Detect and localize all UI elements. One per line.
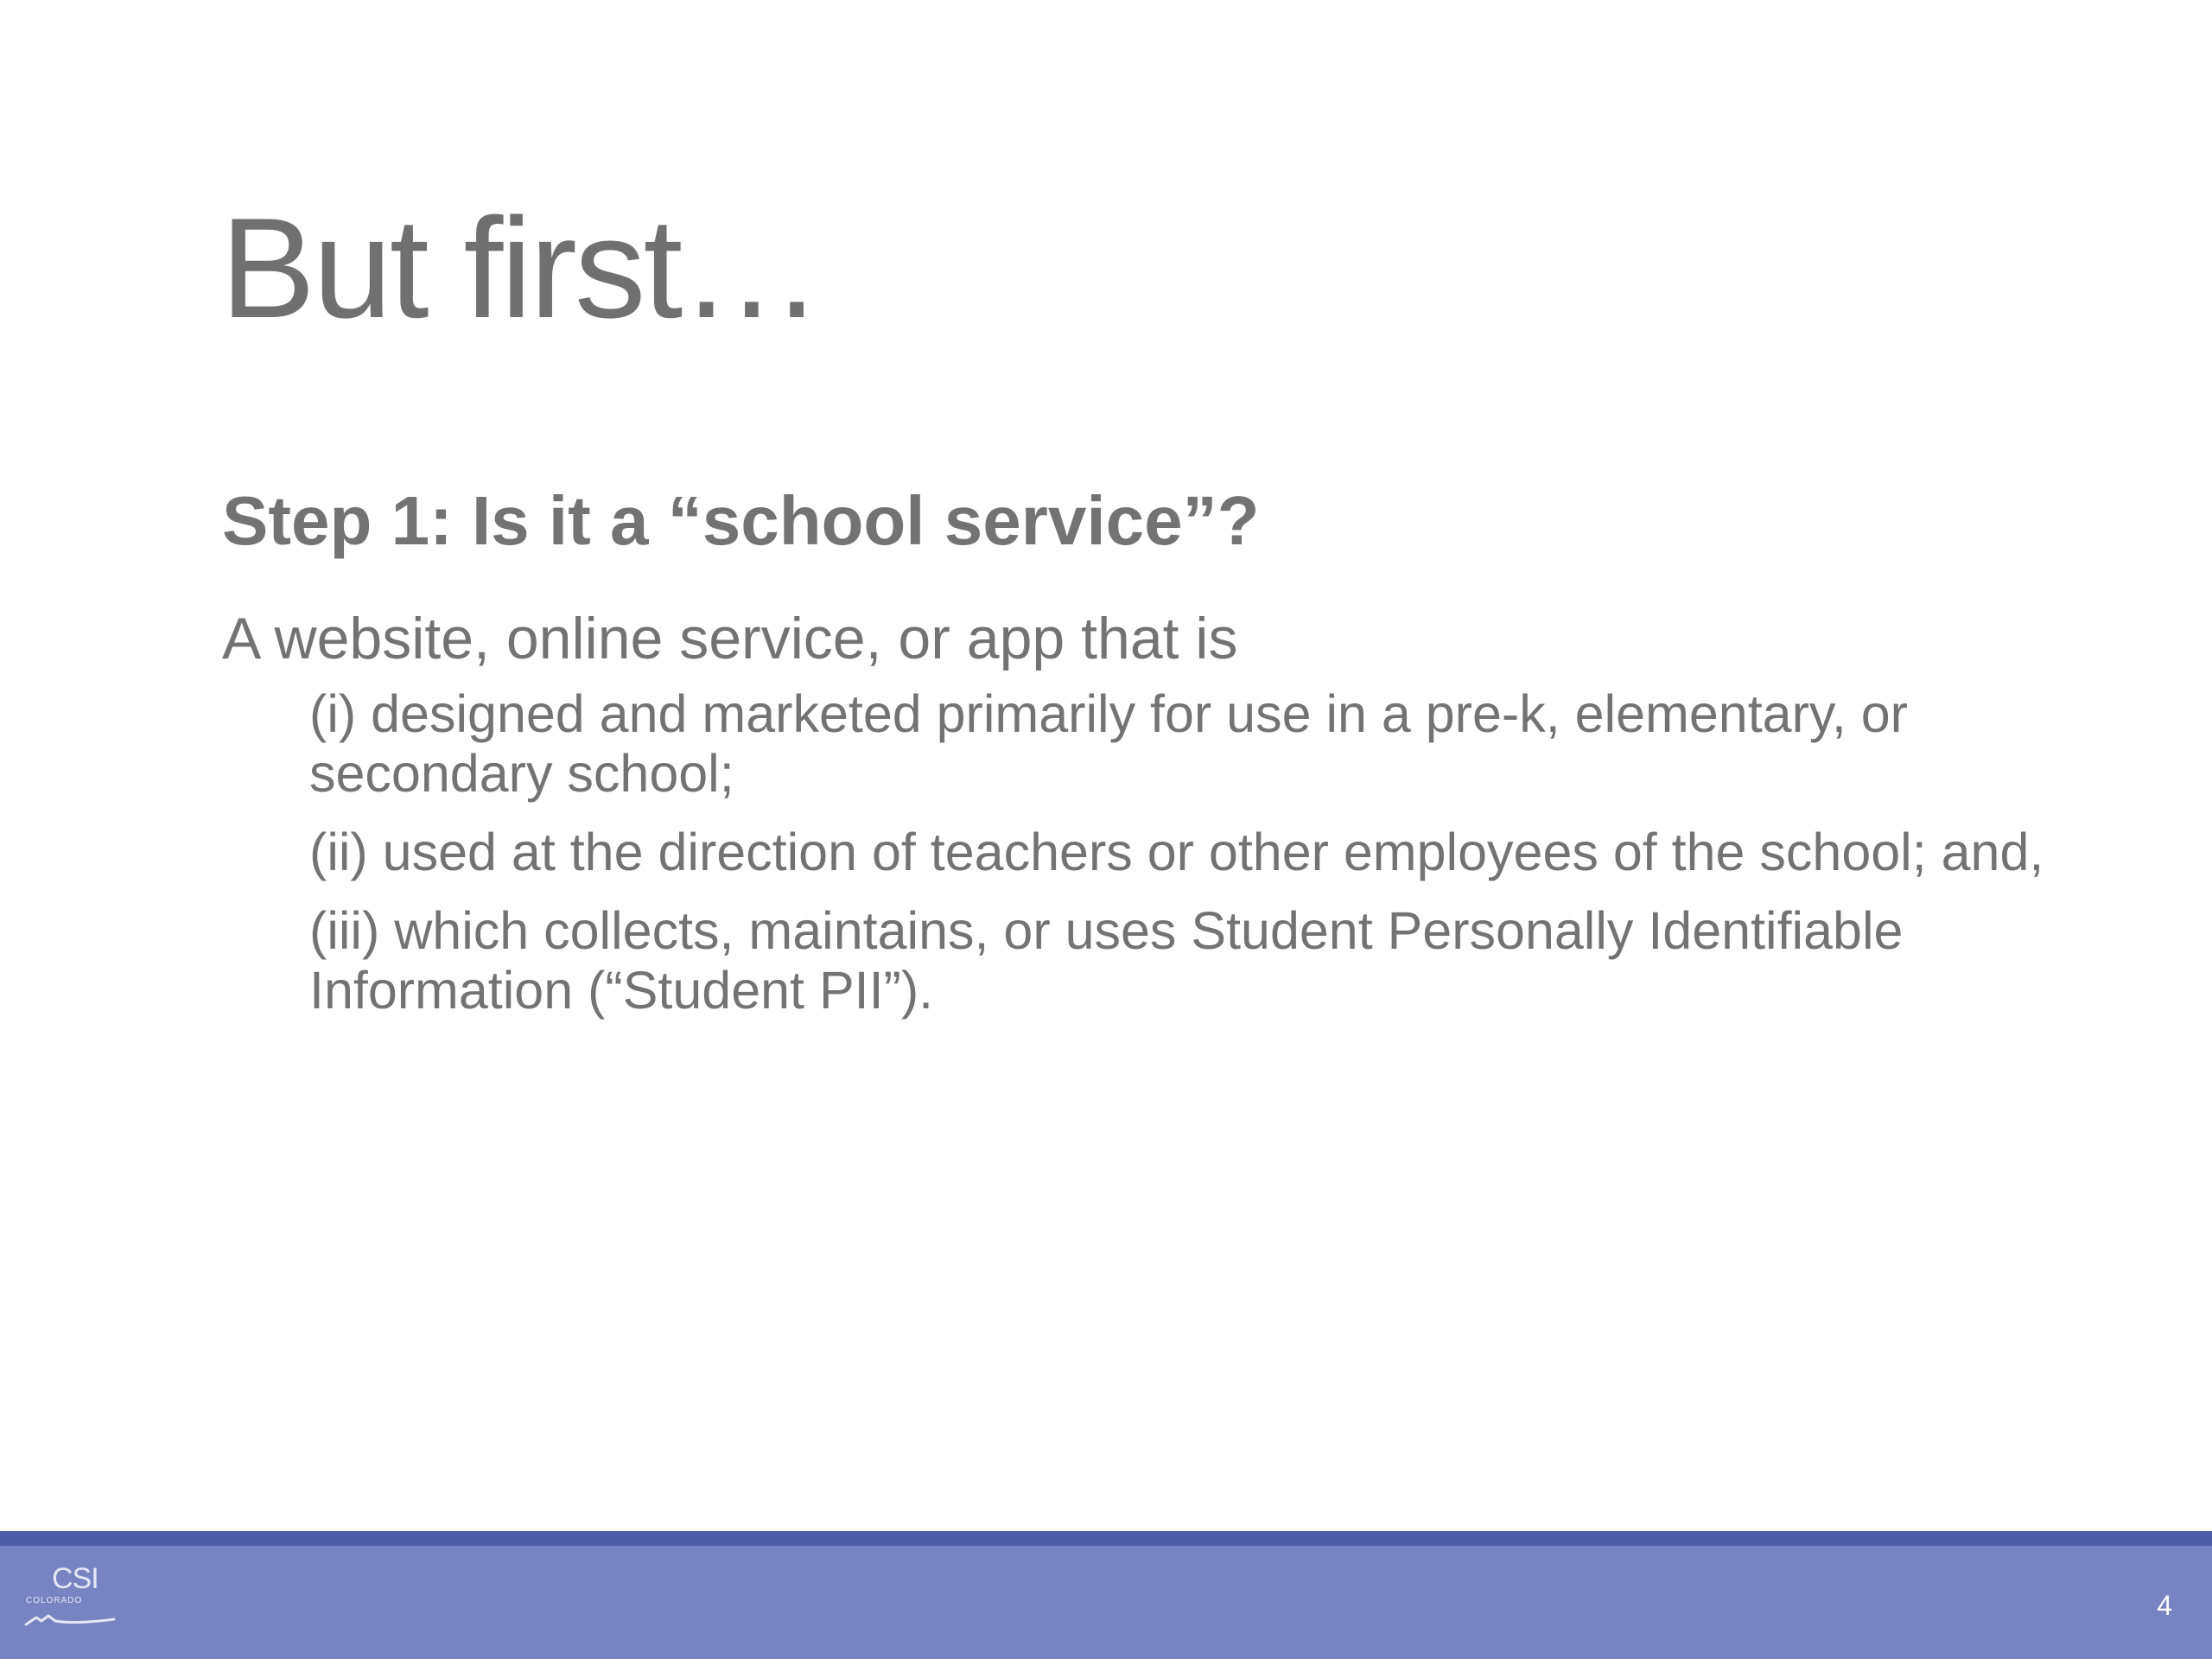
csi-logo-icon: [24, 1564, 119, 1642]
logo-subtext: COLORADO: [26, 1596, 83, 1605]
intro-text: A website, online service, or app that is: [222, 606, 1238, 671]
criteria-list: [309, 684, 2055, 1039]
mountain-line-icon: [24, 1609, 119, 1630]
list-item: (iii) which collects, maintains, or uses Student Personally Identifiable Information (“Student PII”).: [309, 901, 1904, 1020]
list-item: (i) designed and marketed primarily for use in a pre-k, elementary, or secondary school;: [309, 684, 1908, 803]
logo-text: CSI: [52, 1562, 99, 1595]
list-item: (ii) used at the direction of teachers or other employees of the school; and,: [309, 823, 2044, 881]
footer-band: [0, 1546, 2212, 1659]
footer-divider: [0, 1531, 2212, 1546]
page-number: 4: [2157, 1590, 2172, 1621]
slide-title: But first…: [220, 188, 821, 347]
step-heading: Step 1: Is it a “school service”?: [222, 482, 1260, 559]
